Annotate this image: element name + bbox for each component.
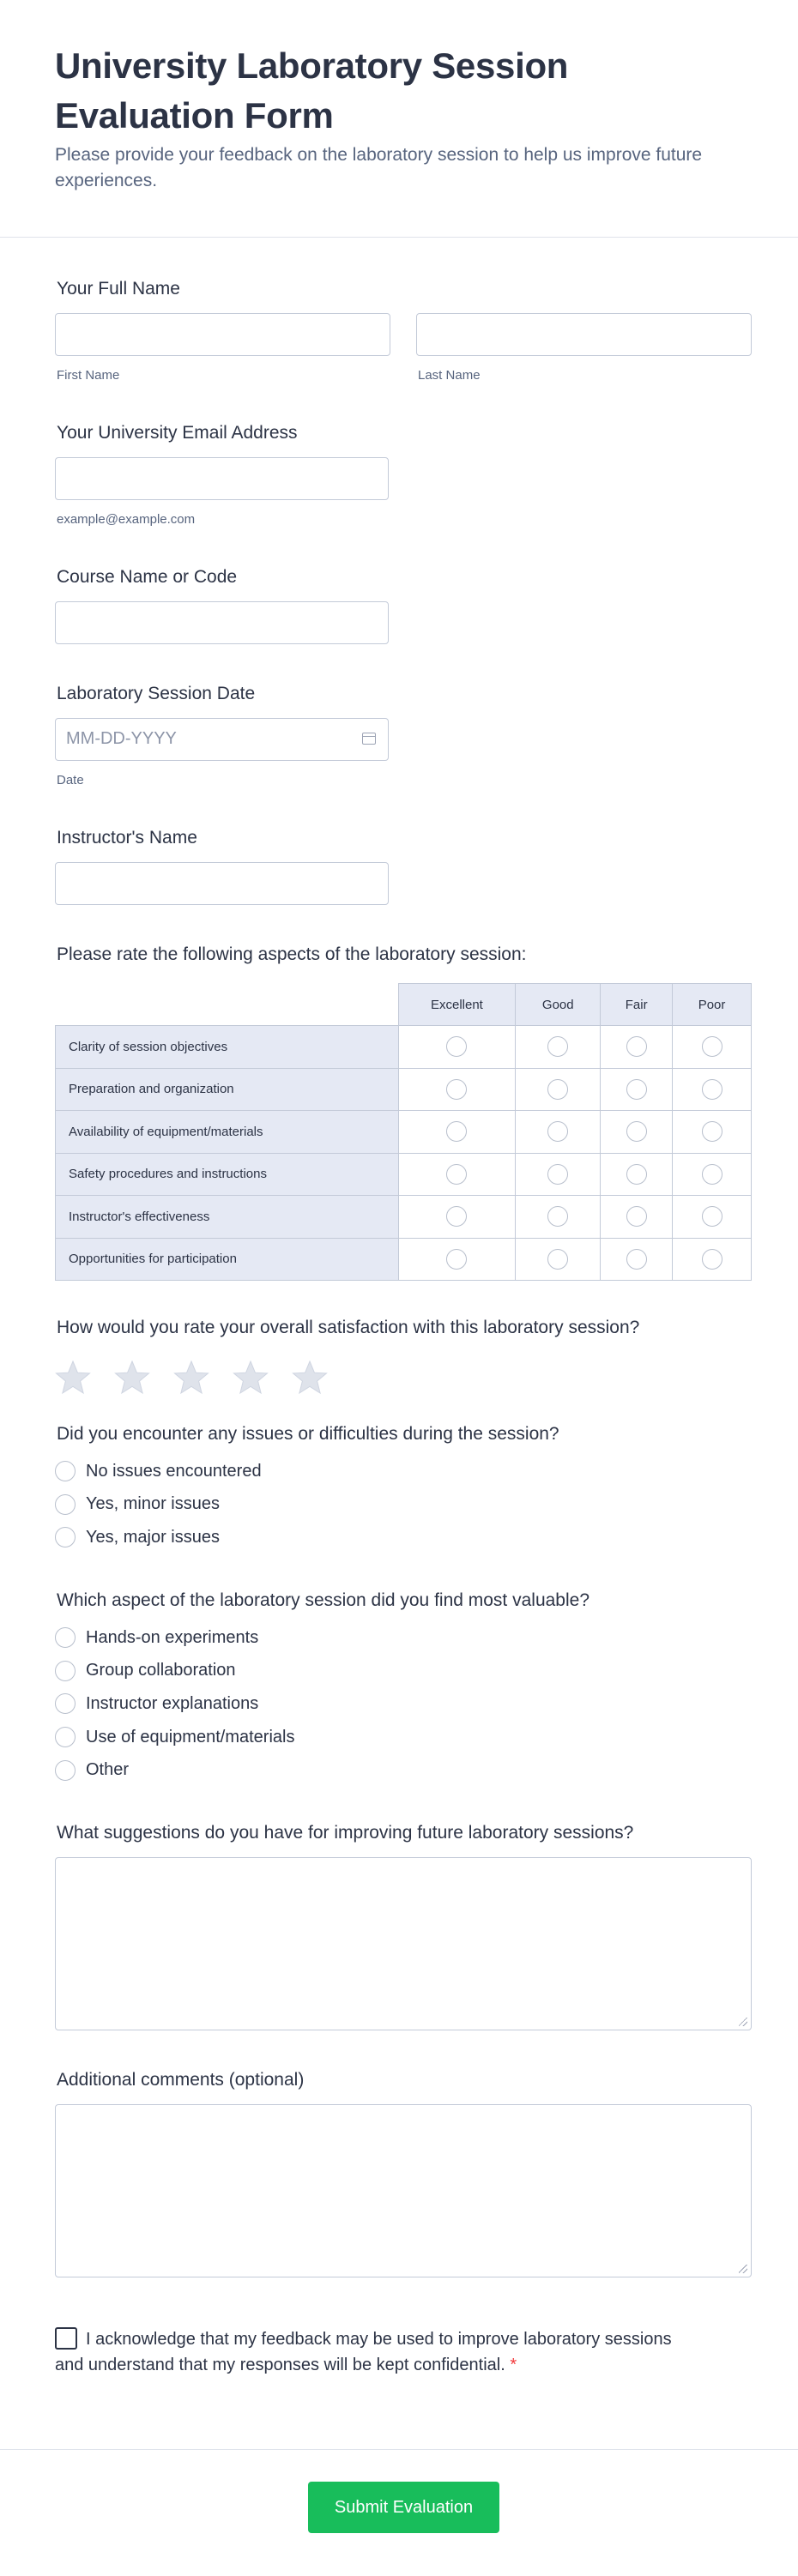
full-name-field <box>55 279 752 383</box>
last-name-sublabel: Last Name <box>418 368 481 383</box>
matrix-radio[interactable] <box>702 1206 722 1227</box>
star-icon[interactable] <box>173 1360 209 1395</box>
matrix-corner <box>56 984 399 1026</box>
rating-matrix-label: Please rate the following aspects of the laboratory session: <box>57 944 527 964</box>
matrix-radio[interactable] <box>626 1121 647 1142</box>
valuable-label: Which aspect of the laboratory session did you find most valuable? <box>57 1590 590 1610</box>
matrix-radio[interactable] <box>626 1079 647 1100</box>
matrix-radio[interactable] <box>626 1249 647 1270</box>
last-name-input[interactable] <box>416 313 752 356</box>
matrix-radio[interactable] <box>547 1164 568 1185</box>
suggestions-label: What suggestions do you have for improving future laboratory sessions? <box>57 1823 634 1843</box>
form-subtitle: Please provide your feedback on the laboratory session to help us improve future experiences. <box>55 145 703 190</box>
acknowledgement-text <box>55 2326 673 2378</box>
matrix-radio[interactable] <box>702 1249 722 1270</box>
matrix-radio[interactable] <box>446 1079 467 1100</box>
radio-button[interactable] <box>55 1527 76 1547</box>
acknowledgement-label: I acknowledge that my feedback may be used to improve laboratory sessions and understand that my responses will be kept confidential. <box>55 2330 672 2374</box>
matrix-row <box>56 1153 752 1196</box>
valuable-option[interactable] <box>55 1721 589 1754</box>
course-input[interactable] <box>55 601 389 644</box>
option-label: Hands-on experiments <box>86 1627 259 1647</box>
matrix-row-label: Safety procedures and instructions <box>56 1153 399 1196</box>
option-label: No issues encountered <box>86 1461 262 1481</box>
matrix-column-header: Good <box>516 984 601 1026</box>
email-sublabel: example@example.com <box>57 512 196 527</box>
first-name-sublabel: First Name <box>57 368 120 383</box>
full-name-label: Your Full Name <box>57 279 180 299</box>
session-date-placeholder: MM-DD-YYYY <box>66 729 177 748</box>
instructor-field <box>55 828 389 905</box>
star-icon[interactable] <box>55 1360 91 1395</box>
matrix-radio[interactable] <box>702 1121 722 1142</box>
radio-button[interactable] <box>55 1494 76 1515</box>
radio-button[interactable] <box>55 1693 76 1714</box>
matrix-row-label: Preparation and organization <box>56 1068 399 1111</box>
session-date-input[interactable] <box>55 718 389 761</box>
acknowledgement-field <box>55 2326 673 2378</box>
satisfaction-field <box>55 1318 639 1399</box>
comments-field <box>55 2070 752 2277</box>
issues-option[interactable] <box>55 1488 559 1522</box>
valuable-option[interactable] <box>55 1621 589 1655</box>
issues-field <box>55 1424 559 1554</box>
issues-option[interactable] <box>55 1521 559 1554</box>
resize-grip-icon[interactable] <box>739 2018 747 2026</box>
matrix-radio[interactable] <box>446 1164 467 1185</box>
matrix-header-row <box>56 984 752 1026</box>
suggestions-field <box>55 1823 752 2030</box>
star-icon[interactable] <box>292 1360 328 1395</box>
matrix-radio[interactable] <box>626 1036 647 1057</box>
valuable-option[interactable] <box>55 1687 589 1721</box>
rating-matrix <box>55 983 752 1281</box>
issues-option[interactable] <box>55 1455 559 1488</box>
email-field <box>55 423 389 527</box>
matrix-column-header: Poor <box>673 984 752 1026</box>
matrix-column-header: Excellent <box>398 984 516 1026</box>
required-mark: * <box>510 2356 517 2374</box>
matrix-row-label: Clarity of session objectives <box>56 1026 399 1069</box>
radio-button[interactable] <box>55 1461 76 1481</box>
session-date-sublabel: Date <box>57 773 84 787</box>
valuable-option[interactable] <box>55 1753 589 1787</box>
session-date-field <box>55 684 389 787</box>
option-label: Instructor explanations <box>86 1693 259 1713</box>
matrix-radio[interactable] <box>547 1036 568 1057</box>
matrix-radio[interactable] <box>702 1036 722 1057</box>
matrix-radio[interactable] <box>626 1206 647 1227</box>
radio-button[interactable] <box>55 1661 76 1681</box>
comments-label: Additional comments (optional) <box>57 2070 305 2090</box>
matrix-row <box>56 1111 752 1154</box>
course-label: Course Name or Code <box>57 567 238 587</box>
satisfaction-label: How would you rate your overall satisfaction with this laboratory session? <box>57 1318 640 1337</box>
course-field <box>55 567 389 644</box>
matrix-radio[interactable] <box>702 1164 722 1185</box>
matrix-radio[interactable] <box>702 1079 722 1100</box>
suggestions-textarea[interactable] <box>55 1857 752 2030</box>
form-header <box>0 0 798 238</box>
matrix-radio[interactable] <box>547 1121 568 1142</box>
matrix-row <box>56 1026 752 1069</box>
instructor-input[interactable] <box>55 862 389 905</box>
matrix-row-label: Availability of equipment/materials <box>56 1111 399 1154</box>
matrix-radio[interactable] <box>446 1121 467 1142</box>
resize-grip-icon[interactable] <box>739 2265 747 2273</box>
matrix-radio[interactable] <box>446 1206 467 1227</box>
option-label: Other <box>86 1760 130 1780</box>
email-input[interactable] <box>55 457 389 500</box>
valuable-option[interactable] <box>55 1655 589 1688</box>
matrix-radio[interactable] <box>626 1164 647 1185</box>
matrix-radio[interactable] <box>446 1036 467 1057</box>
session-date-label: Laboratory Session Date <box>57 684 256 703</box>
matrix-row <box>56 1068 752 1111</box>
star-icon[interactable] <box>114 1360 150 1395</box>
star-rating <box>55 1360 639 1399</box>
radio-button[interactable] <box>55 1760 76 1781</box>
instructor-label: Instructor's Name <box>57 828 197 848</box>
radio-button[interactable] <box>55 1727 76 1747</box>
valuable-field <box>55 1590 589 1787</box>
option-label: Yes, minor issues <box>86 1494 220 1514</box>
matrix-radio[interactable] <box>547 1206 568 1227</box>
matrix-row <box>56 1238 752 1281</box>
comments-textarea[interactable] <box>55 2104 752 2277</box>
calendar-icon[interactable] <box>362 733 376 745</box>
matrix-radio[interactable] <box>547 1079 568 1100</box>
matrix-radio[interactable] <box>547 1249 568 1270</box>
matrix-column-header: Fair <box>601 984 673 1026</box>
form-title: University Laboratory Session Evaluation Form <box>55 45 569 136</box>
matrix-row-label: Opportunities for participation <box>56 1238 399 1281</box>
email-label: Your University Email Address <box>57 423 298 443</box>
issues-label: Did you encounter any issues or difficulties during the session? <box>57 1424 559 1444</box>
first-name-input[interactable] <box>55 313 390 356</box>
matrix-radio[interactable] <box>446 1249 467 1270</box>
acknowledgement-checkbox[interactable] <box>55 2327 77 2350</box>
option-label: Yes, major issues <box>86 1527 220 1547</box>
radio-button[interactable] <box>55 1627 76 1648</box>
matrix-row <box>56 1196 752 1239</box>
matrix-row-label: Instructor's effectiveness <box>56 1196 399 1239</box>
form-footer <box>0 2449 798 2576</box>
option-label: Use of equipment/materials <box>86 1727 295 1746</box>
option-label: Group collaboration <box>86 1661 236 1680</box>
submit-button[interactable]: Submit Evaluation <box>308 2482 499 2533</box>
star-icon[interactable] <box>233 1360 269 1395</box>
